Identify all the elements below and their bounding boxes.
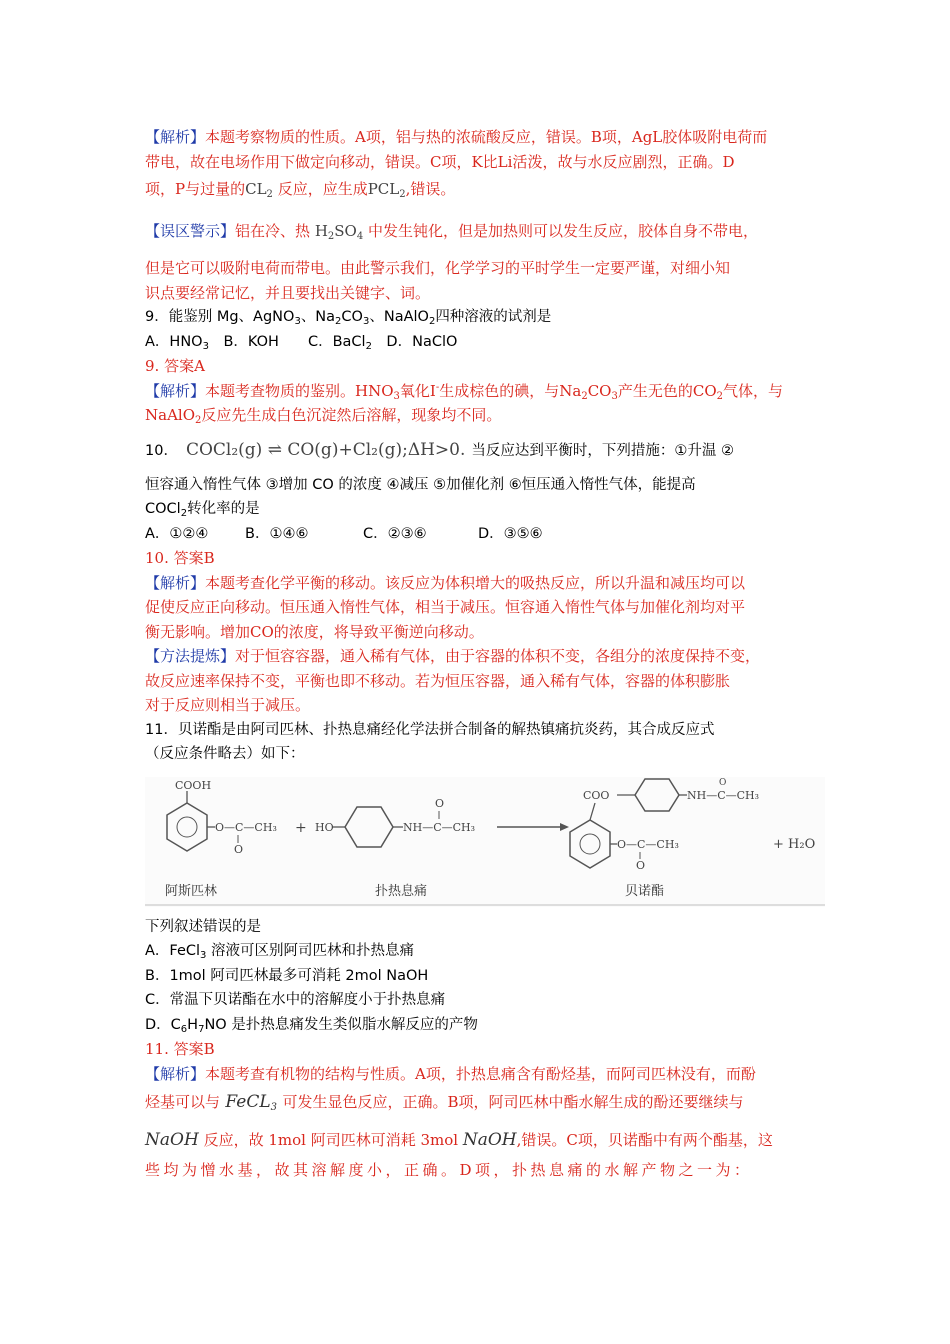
document-page: 【解析】本题考察物质的性质。A项，铝与热的浓硫酸反应，错误。B项，AgL胶体吸附电荷而 带电，故在电场作用下做定向移动，错误。C项，K比Li活泼，故与水反应剧烈，正确。D 项，P与过量的$CL_2$ 反应，应生成$PCL_2$,错误。 【误区警示】铝在冷、热 $H_2SO_4$ 中发生钝化，但是加热则可以发生反应，胶体自身不带电， 但是它可以吸附电荷而带电。由此警示我们，化学学习的平时学生一定要严谨，对细小知 识点要经常记忆，并且要找出关键字、词。 9．能鉴别 Mg、AgNO$_3$、$Na_2CO_3$、NaAlO$_2$四种溶液的试剂是 A．$HNO_3$ B．KOH C．BaCl$_2$ D．NaClO 9. 答案A 【解析】本题考查物质的鉴别。$HNO_3$氧化I-生成棕色的碘，与$Na_2CO_3$产生无色的$CO_2$气体，与 NaAlO$_2$反应先生成白色沉淀然后溶解，现象均不同。 10． COCl₂(g) ⇌ CO(g)+Cl₂(g);ΔH>0. 当反应达到平衡时，下列措施：①升温 ② 恒容通入惰性气体 ③增加 CO 的浓度 ④减压 ⑤加催化剂 ⑥恒压通入惰性气体，能提高 COCl$_2$转化率的是 A．①②④ B．①④⑥ C．②③⑥ D．③⑤⑥ 10. 答案B 【解析】本题考查化学平衡的移动。该反应为体积增大的吸热反应，所以升温和减压均可以 促使反应正向移动。恒压通入惰性气体，相当于减压。恒容通入惰性气体与加催化剂均对平 衡无影响。增加CO的浓度，将导致平衡逆向移动。 【方法提炼】对于恒容容器，通入稀有气体，由于容器的体积不变，各组分的浓度保持不变， 故反应速率保持不变，平衡也即不移动。若为恒压容器，通入稀有气体，容器的体积膨胀 对于反应则相当于减压。 11．贝诺酯是由阿司匹林、扑热息痛经化学法拼合制备的解热镇痛抗炎药，其合成反应式 （反应条件略去）如下： COOH O—C—CH₃ O + HO NH—C—CH₃ O COO NH—C—CH₃ O O—C—CH₃ O + H₂O 阿斯匹林 扑热息痛 贝诺酯 下列叙述错误的是 A．FeCl$_3$ 溶液可区别阿司匹林和扑热息痛 B．1mol 阿司匹林最多可消耗 2mol NaOH C．常温下贝诺酯在水中的溶解度小于扑热息痛 D．$C_6H_7NO$ 是扑热息痛发生类似脂水解反应的产物 11. 答案B 【解析】本题考查有机物的结构与性质。A项，扑热息痛含有酚烃基，而阿司匹林没有，而酚 烃基可以与 FeCL$_3$ 可发生显色反应，正确。B项，阿司匹林中酯水解生成的酚还要继续与 NaOH 反应，故 1mol 阿司匹林可消耗 3mol NaOH,错误。C项，贝诺酯中有两个酯基，这 些均为憎水基，故其溶解度小，正确。D项，扑热息痛的水解产物之一为： <box>145 125 815 1183</box>
svg-text:+ H₂O: + H₂O <box>773 836 816 852</box>
analysis-10: 【解析】本题考查化学平衡的移动。该反应为体积增大的吸热反应，所以升温和减压均可以 <box>145 573 746 592</box>
question-10: 10． COCl₂(g) ⇌ CO(g)+Cl₂(g);ΔH>0. 当反应达到平衡时，下列措施：①升温 ② <box>145 439 734 460</box>
svg-text:HO: HO <box>315 820 334 834</box>
svg-text:O: O <box>435 796 445 810</box>
answer-9: 9. 答案A <box>145 357 205 375</box>
formula-cl2: $CL_2$ <box>245 180 273 200</box>
label-paracetamol: 扑热息痛 <box>375 883 428 899</box>
question-9-options: A．$HNO_3$ B．KOH C．BaCl$_2$ D．NaClO <box>145 333 458 352</box>
analysis-paragraph: 【解析】本题考察物质的性质。A项，铝与热的浓硫酸反应，错误。B项，AgL胶体吸附电荷而 <box>145 128 768 146</box>
analysis-11: 【解析】本题考查有机物的结构与性质。A项，扑热息痛含有酚烃基，而阿司匹林没有，而酚 <box>145 1064 756 1083</box>
formula-h2so4: $H_2SO_4$ <box>314 222 364 242</box>
label-benorilate: 贝诺酯 <box>625 883 665 899</box>
answer-10: 10. 答案B <box>145 549 215 567</box>
option-11-d: D．$C_6H_7NO$ 是扑热息痛发生类似脂水解反应的产物 <box>145 1016 478 1035</box>
formula-naoh-1: NaOH <box>145 1130 199 1150</box>
svg-text:O: O <box>719 777 727 788</box>
svg-text:NH—C—CH₃: NH—C—CH₃ <box>687 788 760 802</box>
equilibrium-equation: COCl₂(g) ⇌ CO(g)+Cl₂(g);ΔH>0. <box>185 439 466 460</box>
label-aspirin: 阿斯匹林 <box>165 883 218 899</box>
formula-pcl2: $PCL_2$ <box>367 180 406 200</box>
answer-11: 11. 答案B <box>145 1040 215 1058</box>
ester-label-1: O—C—CH₃ <box>215 820 277 834</box>
question-11-prompt: 下列叙述错误的是 <box>145 918 261 935</box>
svg-text:+: + <box>295 819 307 836</box>
question-10-options: A．①②④ B．①④⑥ C．②③⑥ D．③⑤⑥ <box>145 525 543 542</box>
option-11-c: C．常温下贝诺酯在水中的溶解度小于扑热息痛 <box>145 992 446 1008</box>
warning-paragraph: 【误区警示】铝在冷、热 $H_2SO_4$ 中发生钝化，但是加热则可以发生反应，胶体自身不带电， <box>145 222 759 242</box>
svg-text:COO: COO <box>583 788 610 802</box>
svg-text:O: O <box>234 842 244 856</box>
question-11: 11．贝诺酯是由阿司匹林、扑热息痛经化学法拼合制备的解热镇痛抗炎药，其合成反应式 <box>145 721 715 738</box>
ester-label-2: O—C—CH₃ <box>617 837 679 851</box>
analysis-9: 【解析】本题考查物质的鉴别。$HNO_3$氧化I-生成棕色的碘，与$Na_2CO_3$产生无色的$CO_2$气体，与 <box>145 381 784 402</box>
formula-fecl3: FeCL$_3$ <box>225 1092 278 1113</box>
formula-naoh-2: NaOH <box>462 1130 517 1150</box>
question-9: 9．能鉴别 Mg、AgNO$_3$、$Na_2CO_3$、NaAlO$_2$四种溶液的试剂是 <box>145 309 552 327</box>
amide-label-1: NH—C—CH₃ <box>403 820 476 834</box>
synthesis-reaction-figure <box>145 777 825 907</box>
warning-tag: 【误区警示】 <box>145 222 236 240</box>
analysis-tag: 【解析】 <box>145 128 206 146</box>
option-11-a: A．FeCl$_3$ 溶液可区别阿司匹林和扑热息痛 <box>145 943 415 961</box>
cooh-label: COOH <box>175 778 212 792</box>
method-paragraph: 【方法提炼】对于恒容容器，通入稀有气体，由于容器的体积不变，各组分的浓度保持不变， <box>145 647 761 665</box>
svg-text:O: O <box>636 858 646 872</box>
option-11-b: B．1mol 阿司匹林最多可消耗 2mol NaOH <box>145 967 429 984</box>
